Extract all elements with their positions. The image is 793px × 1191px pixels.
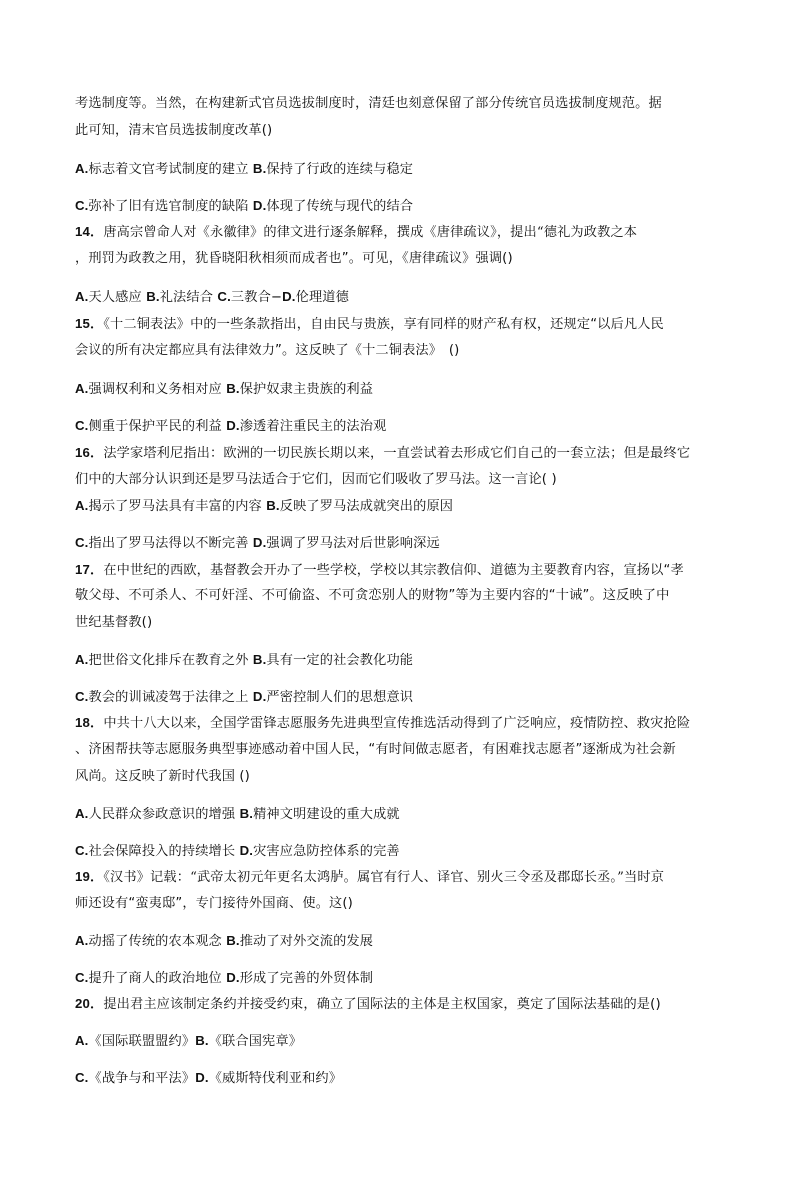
q18-options-ab — [75, 805, 400, 824]
option-letter: C. — [217, 289, 231, 304]
q17-stem-line-1: 17．在中世纪的西欧，基督教会开办了一些学校，学校以其宗教信仰、道德为主要教育内容，宣扬以“孝 — [75, 562, 684, 578]
option-letter: B. — [226, 933, 240, 948]
option-d: 渗透着注重民主的法治观 — [239, 419, 387, 434]
option-d: 严密控制人们的思想意识 — [266, 690, 414, 705]
option-b: 保护奴隶主贵族的利益 — [239, 382, 374, 397]
option-b: 推动了对外交流的发展 — [239, 934, 374, 949]
q16-options-cd — [75, 534, 440, 553]
option-a: 把世俗文化排斥在教育之外 — [88, 653, 249, 668]
question-number: 19． — [75, 869, 104, 884]
option-c: 指出了罗马法得以不断完善 — [88, 536, 249, 551]
q20-options-cd — [75, 1069, 342, 1088]
option-b: 精神文明建设的重大成就 — [253, 807, 400, 822]
q14-stem-line-1: 14．唐高宗曾命人对《永徽律》的律文进行逐条解释，撰成《唐律疏议》，提出“德礼为政教之本 — [75, 224, 638, 240]
question-number: 16． — [75, 445, 104, 460]
option-letter: A. — [75, 498, 89, 513]
option-letter: B. — [252, 161, 267, 176]
q18-stem-line-3: 风尚。这反映了新时代我国 () — [75, 769, 250, 784]
option-b: 《联合国宪章》 — [208, 1034, 303, 1049]
q20-stem-line-1: 20．提出君主应该制定条约并接受约束，确立了国际法的主体是主权国家，奠定了国际法基础的是() — [75, 996, 661, 1012]
option-letter: A. — [75, 1033, 89, 1048]
option-c: 侧重于保护平民的利益 — [88, 419, 222, 434]
q13-options-ab — [75, 160, 413, 179]
option-a: 揭示了罗马法具有丰富的内容 — [88, 499, 262, 514]
option-a: 标志着文官考试制度的建立 — [88, 162, 249, 177]
option-letter: A. — [75, 161, 89, 176]
option-letter: C. — [75, 535, 89, 550]
option-letter: C. — [75, 1070, 89, 1085]
question-number: 15． — [75, 316, 104, 331]
option-d: 体现了传统与现代的结合 — [266, 199, 414, 214]
question-number: 17． — [75, 562, 104, 577]
option-letter: D. — [226, 418, 240, 433]
option-letter: B. — [226, 381, 240, 396]
option-b: 保持了行政的连续与稳定 — [266, 162, 414, 177]
q13-stem-line-2: 此可知，清末官员选拔制度改革() — [75, 123, 273, 138]
option-d: 形成了完善的外贸体制 — [239, 971, 374, 986]
option-letter: A. — [75, 933, 89, 948]
option-b: 礼法结合 — [159, 290, 214, 305]
q19-options-cd — [75, 969, 373, 988]
option-a: 动摇了传统的农本观念 — [88, 934, 222, 949]
q14-stem-line-2: ，刑罚为政教之用，犹昏晓阳秋相须而成者也”。可见，《唐律疏议》强调() — [75, 251, 513, 266]
q15-options-cd — [75, 417, 386, 436]
q13-options-cd — [75, 197, 413, 216]
option-letter: D. — [239, 843, 254, 858]
option-letter: A. — [75, 806, 89, 821]
question-number: 18． — [75, 715, 104, 730]
option-letter: A. — [75, 652, 89, 667]
option-c: 《战争与和平法》 — [88, 1071, 196, 1086]
q13-stem-line-1: 考选制度等。当然，在构建新式官员选拔制度时，清廷也刻意保留了部分传统官员选拔制度规范。据 — [75, 96, 662, 111]
q17-stem-line-3: 世纪基督教() — [75, 615, 153, 630]
q15-stem-line-2: 会议的所有决定都应具有法律效力”。这反映了《十二铜表法》 () — [75, 343, 460, 358]
option-c: 三教合− — [230, 290, 283, 305]
option-c: 提升了商人的政治地位 — [88, 971, 222, 986]
option-c: 教会的训诫凌驾于法律之上 — [88, 690, 249, 705]
q19-stem-line-2: 师还设有“蛮夷邸”，专门接待外国商、使。这() — [75, 896, 353, 911]
q15-stem-line-1: 15．《十二铜表法》中的一些条款指出，自由民与贵族，享有同样的财产私有权，还规定“以后凡人民 — [75, 316, 664, 332]
option-letter: B. — [146, 289, 160, 304]
option-b: 具有一定的社会教化功能 — [266, 653, 414, 668]
option-letter: D. — [195, 1070, 209, 1085]
q18-stem-line-2: 、济困帮扶等志愿服务典型事迹感动着中国人民，“有时间做志愿者，有困难找志愿者”逐渐成为社会新 — [75, 742, 676, 757]
option-letter: C. — [75, 198, 89, 213]
q16-options-ab — [75, 497, 453, 516]
option-letter: D. — [252, 198, 267, 213]
q17-options-ab — [75, 651, 413, 670]
q15-options-ab — [75, 380, 373, 399]
q16-stem-line-2: 们中的大部分认识到还是罗马法适合于它们，因而它们吸收了罗马法。这一言论( ) — [75, 472, 557, 487]
q18-stem-line-1: 18．中共十八大以来，全国学雷锋志愿服务先进典型宣传推选活动得到了广泛响应，疫情防控、救灾抢险 — [75, 715, 691, 731]
option-letter: B. — [195, 1033, 209, 1048]
option-a: 强调权利和义务相对应 — [88, 382, 222, 397]
option-letter: D. — [252, 689, 267, 704]
q14-options — [75, 288, 349, 307]
option-letter: C. — [75, 418, 89, 433]
option-a: 《国际联盟盟约》 — [88, 1034, 196, 1049]
option-d: 《威斯特伐利亚和约》 — [208, 1071, 343, 1086]
option-letter: B. — [252, 652, 267, 667]
option-letter: A. — [75, 381, 89, 396]
question-number: 20． — [75, 996, 104, 1011]
option-d: 强调了罗马法对后世影响深远 — [266, 536, 440, 551]
option-c: 弥补了旧有选官制度的缺陷 — [88, 199, 249, 214]
option-letter: D. — [252, 535, 267, 550]
option-d: 灾害应急防控体系的完善 — [253, 844, 400, 859]
option-letter: B. — [239, 806, 254, 821]
option-letter: B. — [266, 498, 280, 513]
option-b: 反映了罗马法成就突出的原因 — [279, 499, 454, 514]
q17-stem-line-2: 敬父母、不可杀人、不可奸淫、不可偷盗、不可贪恋别人的财物”等为主要内容的“十诫”。这反映了中 — [75, 588, 670, 603]
option-d: 伦理道德 — [295, 290, 349, 305]
option-letter: C. — [75, 843, 89, 858]
option-letter: A. — [75, 289, 89, 304]
q18-options-cd — [75, 842, 400, 861]
option-letter: C. — [75, 970, 89, 985]
option-a: 人民群众参政意识的增强 — [88, 807, 236, 822]
q17-options-cd — [75, 688, 413, 707]
option-a: 天人感应 — [88, 290, 142, 305]
option-letter: D. — [226, 970, 240, 985]
option-letter: D. — [282, 289, 296, 304]
option-c: 社会保障投入的持续增长 — [88, 844, 236, 859]
q19-options-ab — [75, 932, 373, 951]
q19-stem-line-1: 19．《汉书》记载：“武帝太初元年更名太鸿胪。属官有行人、译官、别火三令丞及郡邸长丞。”当时京 — [75, 869, 665, 885]
q16-stem-line-1: 16．法学家塔利尼指出：欧洲的一切民族长期以来，一直尝试着去形成它们自己的一套立法；但是最终它 — [75, 445, 691, 461]
q20-options-ab — [75, 1032, 302, 1051]
option-letter: C. — [75, 689, 89, 704]
question-number: 14． — [75, 224, 104, 239]
